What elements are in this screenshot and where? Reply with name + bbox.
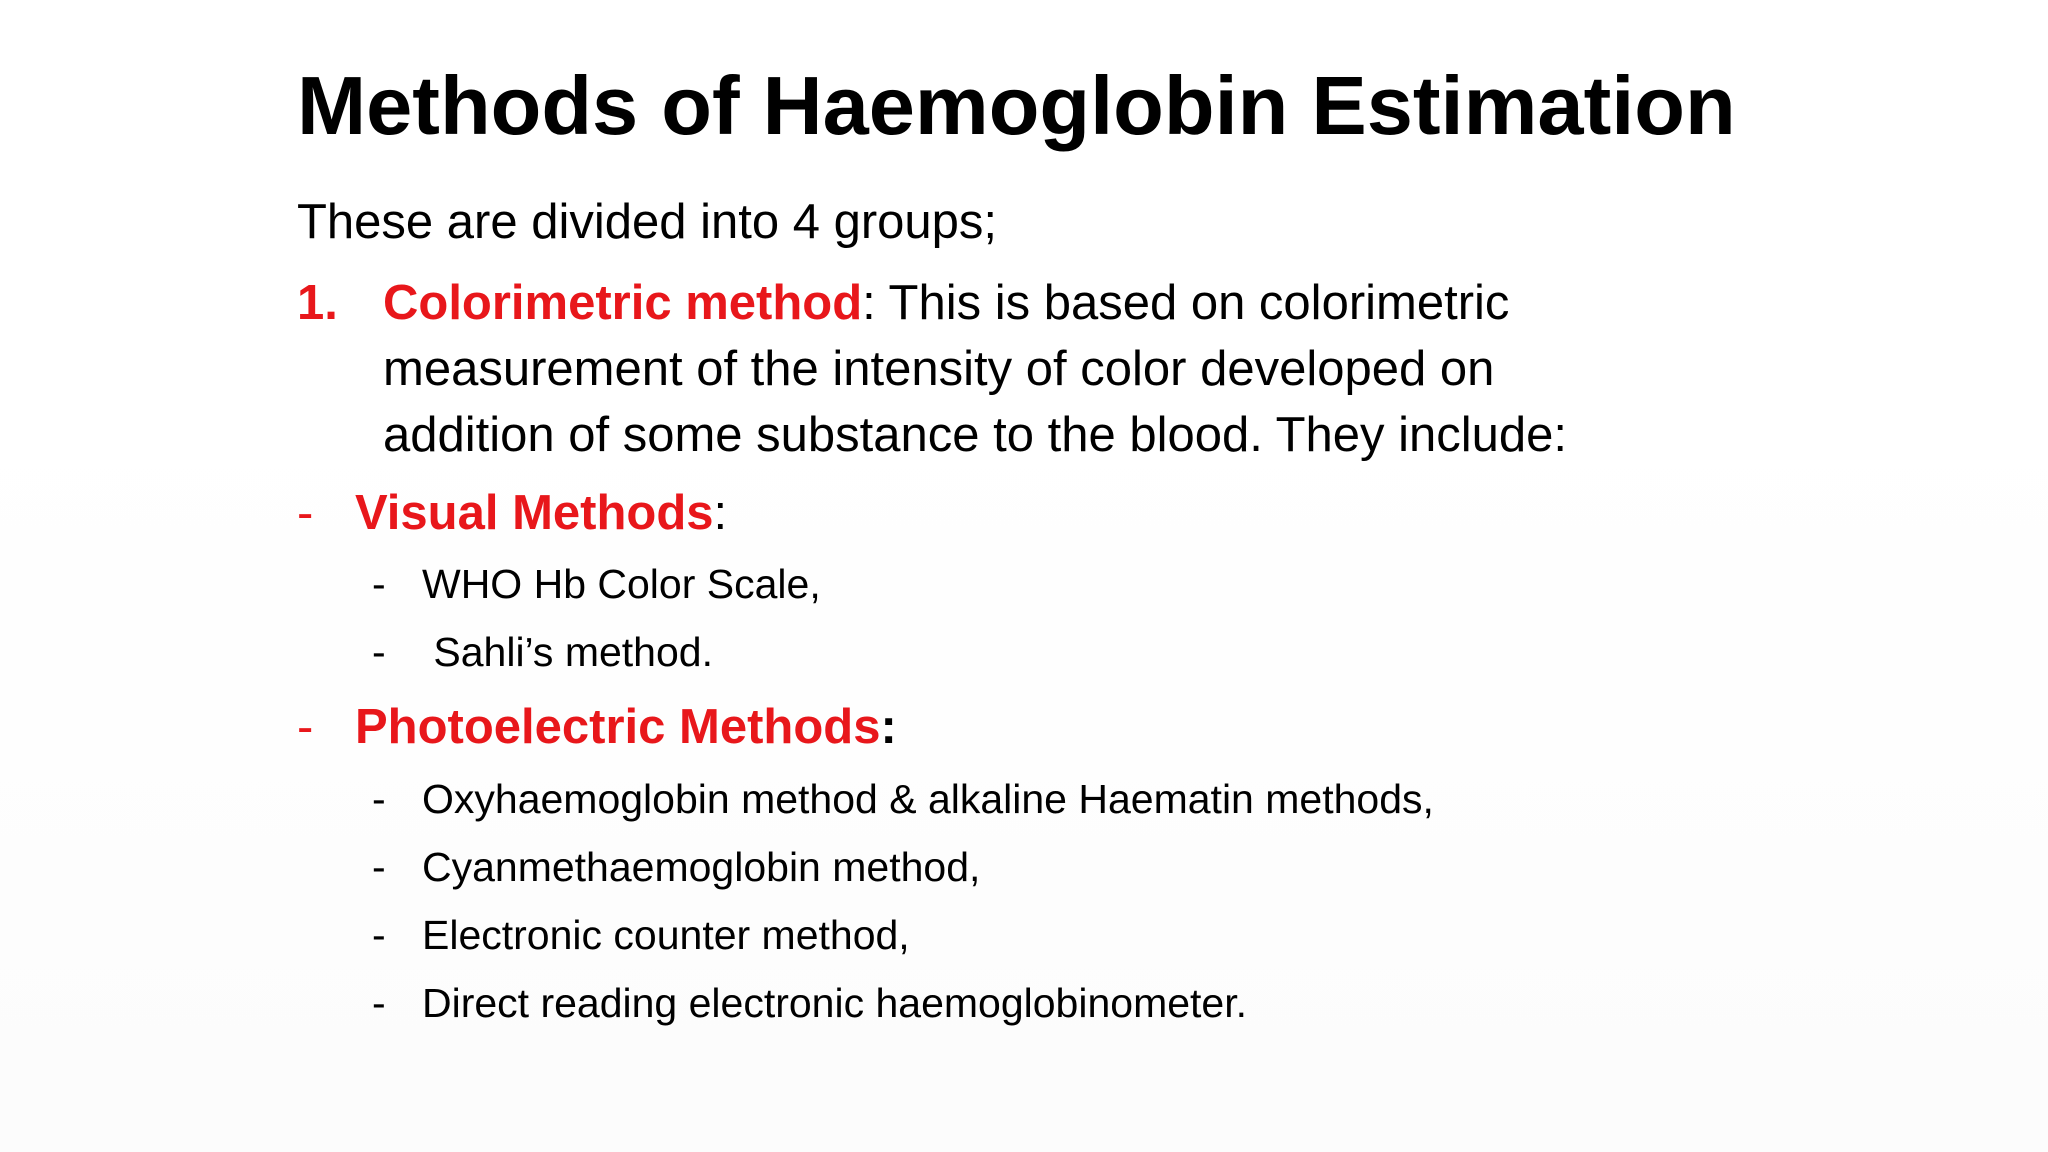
list-item-electronic-counter <box>372 911 910 960</box>
sub-bullet-dash: - <box>372 629 386 675</box>
list-item-text: Electronic counter method, <box>422 912 910 958</box>
list-item-text: WHO Hb Color Scale, <box>422 561 821 607</box>
list-number: 1. <box>297 276 338 330</box>
numbered-item-body <box>383 270 1567 468</box>
sub-bullet-dash: - <box>372 844 386 890</box>
list-item-text: Oxyhaemoglobin method & alkaline Haematin methods, <box>422 776 1434 822</box>
list-item-sahli-method <box>372 628 713 677</box>
list-item-text: Sahli’s method. <box>422 629 713 675</box>
group-heading-colon: : <box>880 700 897 754</box>
colorimetric-description-3: addition of some substance to the blood. They include: <box>383 408 1568 462</box>
list-item-text: Direct reading electronic haemoglobinometer. <box>422 980 1248 1026</box>
slide-title: Methods of Haemoglobin Estimation <box>297 59 1736 152</box>
colorimetric-term: Colorimetric method <box>383 276 863 330</box>
group-bullet-dash: - <box>297 486 314 540</box>
sub-bullet-dash: - <box>372 980 386 1026</box>
sub-bullet-dash: - <box>372 912 386 958</box>
list-item-who-color-scale <box>372 560 821 609</box>
intro-text: These are divided into 4 groups; <box>297 195 998 249</box>
sub-bullet-dash: - <box>372 561 386 607</box>
group-heading-visual: Visual Methods <box>355 486 714 540</box>
group-photoelectric-methods <box>297 698 897 757</box>
list-item-text: Cyanmethaemoglobin method, <box>422 844 981 890</box>
numbered-item-line-1 <box>383 270 1567 336</box>
group-visual-methods <box>297 484 727 543</box>
list-item-cyanmethaemoglobin <box>372 843 980 892</box>
colorimetric-description-2: measurement of the intensity of color developed on <box>383 342 1495 396</box>
group-heading-colon: : <box>713 486 728 540</box>
group-heading-photoelectric: Photoelectric Methods <box>355 700 881 754</box>
sub-bullet-dash: - <box>372 776 386 822</box>
list-item-direct-reading <box>372 979 1247 1028</box>
list-item-oxyhaemoglobin <box>372 775 1434 824</box>
group-bullet-dash: - <box>297 700 314 754</box>
colorimetric-description-1: : This is based on colorimetric <box>862 276 1510 330</box>
